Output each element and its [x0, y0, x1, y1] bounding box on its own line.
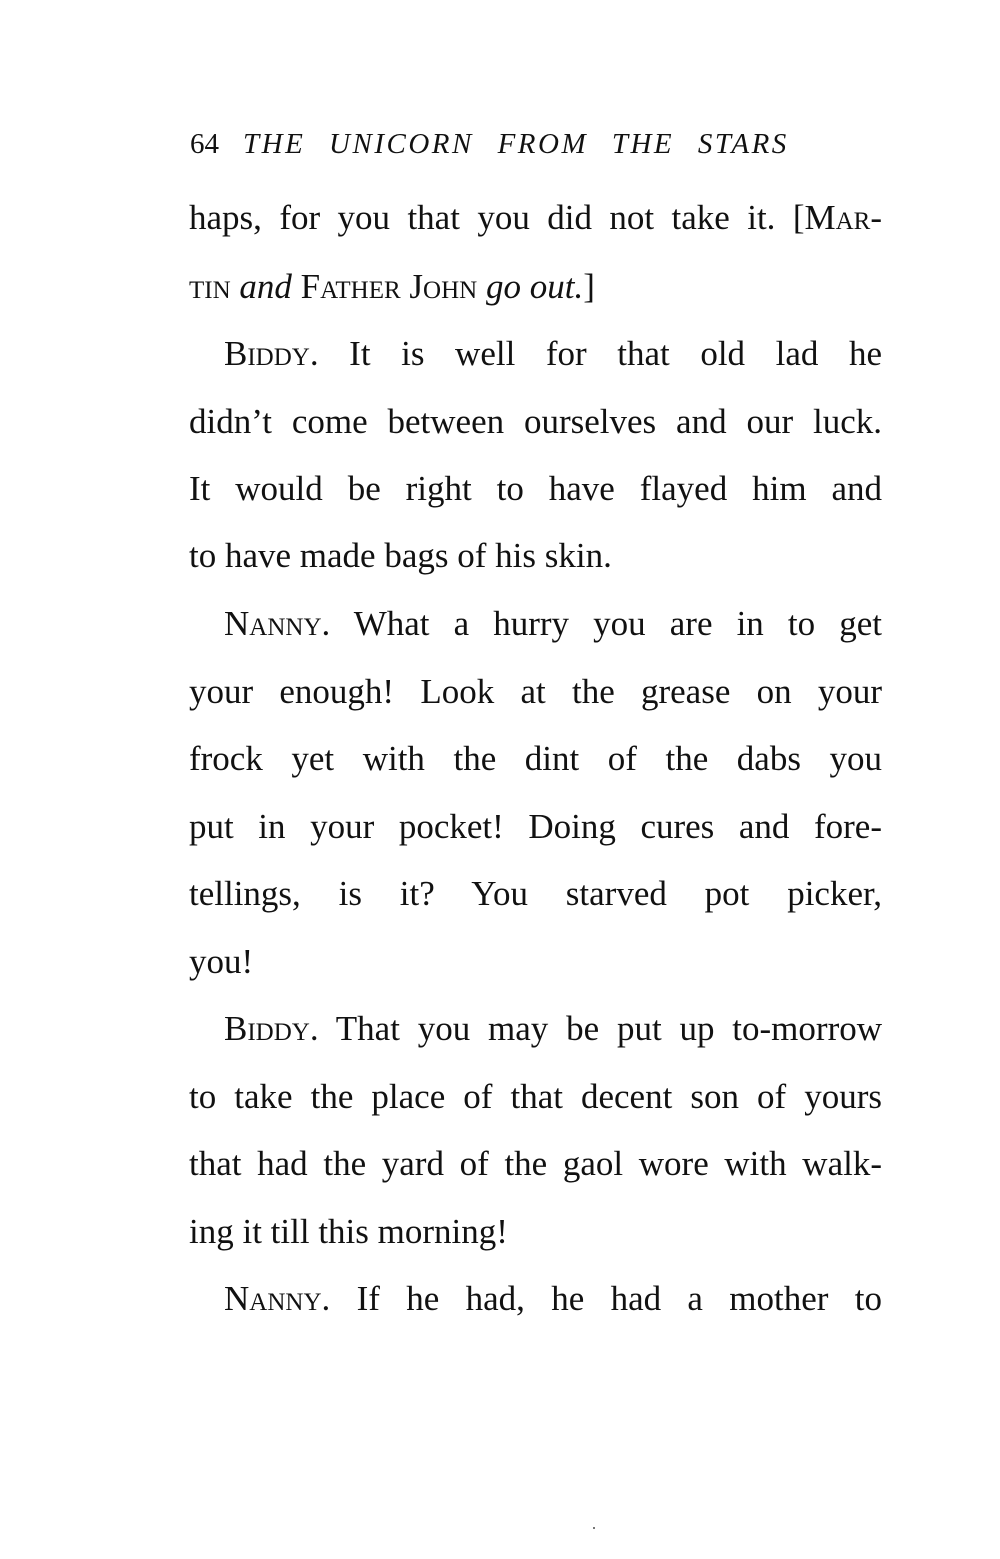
- text-line: haps, for you that you did not take it. [Mar-: [189, 198, 882, 237]
- text-line: your enough! Look at the grease on your: [189, 672, 882, 711]
- speaker-name: Biddy.: [224, 334, 319, 373]
- page-number: 64: [190, 128, 219, 160]
- speaker-name: tin: [189, 267, 231, 306]
- speech-line: Biddy. That you may be put up to-morrow: [224, 1009, 882, 1048]
- text-line: put in your pocket! Doing cures and fore-: [189, 807, 882, 846]
- text-line: ing it till this morning!: [189, 1212, 508, 1251]
- text-line: you!: [189, 942, 254, 981]
- text-line: It would be right to have flayed him and: [189, 469, 882, 508]
- text-line: didn’t come between ourselves and our luck.: [189, 402, 882, 441]
- text-line: to have made bags of his skin.: [189, 536, 612, 575]
- running-head: [190, 122, 830, 166]
- speech-line: Biddy. It is well for that old lad he: [224, 334, 882, 373]
- speaker-name: Nanny.: [224, 604, 331, 643]
- text-line: that had the yard of the gaol wore with walk-: [189, 1144, 882, 1183]
- stage-direction-line: tin and Father John go out.]: [189, 267, 595, 306]
- speech-line: Nanny. If he had, he had a mother to: [224, 1279, 882, 1318]
- speech-line: Nanny. What a hurry you are in to get: [224, 604, 882, 643]
- speaker-name: Nanny.: [224, 1279, 331, 1318]
- text-line: to take the place of that decent son of yours: [189, 1077, 882, 1116]
- text-line: tellings, is it? You starved pot picker,: [189, 874, 882, 913]
- running-title: THE UNICORN FROM THE STARS: [243, 128, 789, 160]
- text-line: frock yet with the dint of the dabs you: [189, 739, 882, 778]
- speaker-name: Biddy.: [224, 1009, 319, 1048]
- speaker-name: Mar-: [804, 198, 882, 237]
- scan-speck: [593, 1527, 595, 1529]
- speaker-name: Father John: [300, 267, 478, 306]
